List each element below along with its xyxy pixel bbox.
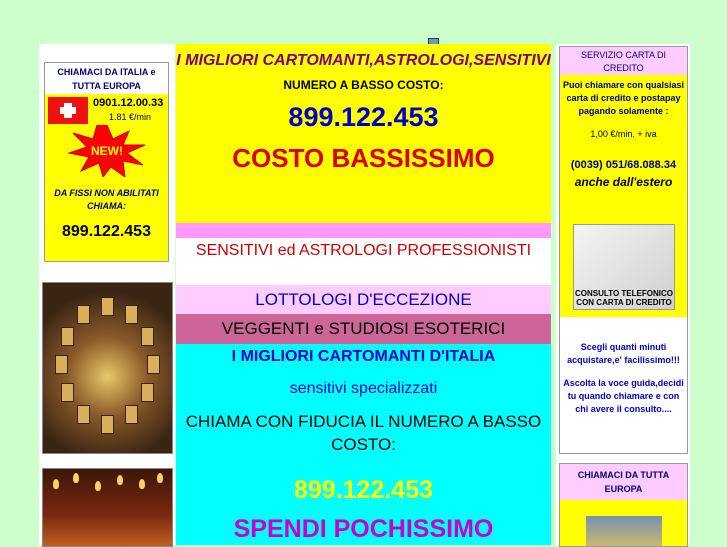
center-cyan-panel: [176, 344, 551, 545]
credit-card-description: Puoi chiamare con qualsiasi carta di credito e postapay pagando solamente :: [562, 80, 685, 116]
tarot-card: [101, 415, 114, 434]
tarot-card: [61, 383, 74, 402]
credit-card-image-caption: CONSULTO TELEFONICO CON CARTA DI CREDITO: [575, 289, 673, 307]
italy-rate: 1.81 €/min: [109, 112, 152, 122]
tarot-card: [141, 327, 154, 346]
tarot-card: [147, 355, 160, 374]
veggenti-link[interactable]: VEGGENTI e STUDIOSI ESOTERICI: [176, 314, 551, 344]
tarot-card: [141, 383, 154, 402]
spend-little-headline: SPENDI POCHISSIMO: [233, 515, 494, 543]
tarot-card: [55, 355, 68, 374]
tarot-card: [77, 405, 90, 424]
call-with-trust-text: CHIAMA CON FIDUCIA IL NUMERO A BASSO COSTO:: [185, 412, 542, 454]
number-label: NUMERO A BASSO COSTO:: [283, 78, 444, 92]
voice-guide-info: Ascolta la voce guida,decidi tu quando chiamare e con chi avere il consulto....: [563, 378, 684, 414]
credit-card-info-panel: [560, 317, 687, 453]
sensitivi-link[interactable]: SENSITIVI ed ASTROLOGI PROFESSIONISTI: [176, 238, 551, 285]
page-title: I MIGLIORI CARTOMANTI,ASTROLOGI,SENSITIVI: [176, 52, 551, 69]
tarot-circle-image: [42, 282, 173, 454]
main-phone-number[interactable]: 899.122.453: [288, 102, 439, 132]
specialized-subtitle: sensitivi specializzati: [289, 380, 438, 397]
italy-europe-header: CHIAMACI DA ITALIA e TUTTA EUROPA: [45, 63, 168, 94]
candle-flame-icon: [95, 481, 101, 491]
credit-card-header: SERVIZIO CARTA DI CREDITO: [560, 47, 687, 75]
tarot-card: [125, 405, 138, 424]
candle-flame-icon: [157, 473, 163, 483]
landline-note: DA FISSI NON ABILITATI CHIAMA:: [54, 188, 159, 211]
italy-europe-box: [44, 62, 169, 262]
tarot-card: [61, 327, 74, 346]
candle-flame-icon: [73, 473, 79, 483]
tarot-card: [101, 297, 114, 316]
center-column: [176, 44, 551, 545]
secondary-phone-number[interactable]: 899.122.453: [293, 476, 434, 504]
italy-phone-number[interactable]: 0901.12.00.33: [93, 97, 164, 109]
tarot-card: [77, 305, 90, 324]
center-top-panel: [176, 44, 551, 223]
pink-divider: [176, 223, 551, 238]
europe-header: CHIAMACI DA TUTTA EUROPA: [560, 464, 687, 500]
candle-flame-icon: [53, 479, 59, 489]
lottologi-link[interactable]: LOTTOLOGI D'ECCEZIONE: [176, 285, 551, 314]
cost-headline: COSTO BASSISSIMO: [232, 143, 495, 173]
buy-minutes-info: Scegli quanti minuti acquistare,e' facilissimo!!!: [567, 342, 680, 365]
tarot-cards-image: [586, 516, 662, 546]
credit-card-consult-image[interactable]: [573, 224, 675, 310]
tarot-card: [125, 305, 138, 324]
new-badge-text: NEW!: [91, 144, 123, 158]
credit-card-phone[interactable]: (0039) 051/68.088.34: [570, 159, 677, 171]
credit-card-rate: 1,00 €/min. + iva: [590, 129, 657, 139]
left-premium-number[interactable]: 899.122.453: [62, 223, 151, 240]
candle-flame-icon: [139, 479, 145, 489]
candles-image: [42, 468, 173, 547]
best-cartomanti-heading: I MIGLIORI CARTOMANTI D'ITALIA: [231, 348, 496, 365]
new-badge-icon: [67, 125, 147, 177]
swiss-flag-icon: [48, 97, 88, 124]
abroad-note: anche dall'estero: [574, 175, 673, 189]
candle-flame-icon: [117, 475, 123, 485]
europe-box: [559, 463, 688, 547]
credit-card-box: [559, 46, 688, 454]
